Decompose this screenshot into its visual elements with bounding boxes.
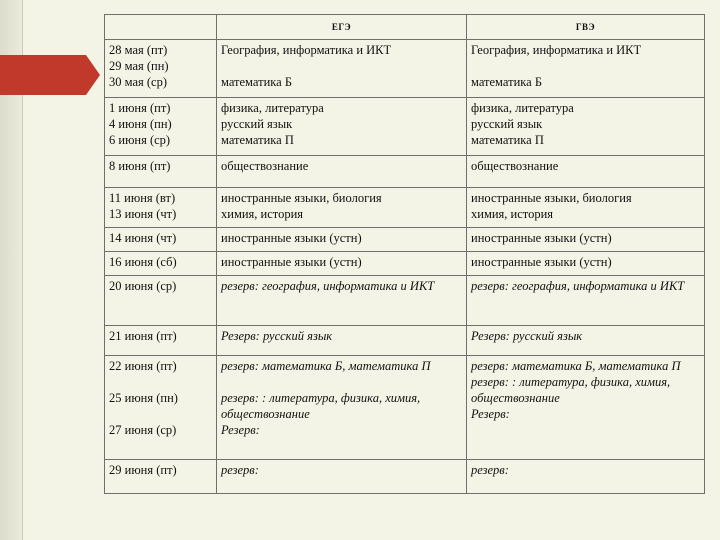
table-row [105, 252, 705, 276]
ege-cell [217, 326, 467, 356]
date-text [109, 406, 212, 422]
subject-text [221, 58, 462, 74]
subject-text: Резерв: [471, 407, 510, 421]
subject-text: резерв: математика Б, математика П [221, 359, 431, 373]
gve-cell [467, 326, 705, 356]
subject-text: резерв: : литература, физика, химия, обществознание [221, 391, 421, 421]
subject-text: физика, литература [221, 101, 324, 115]
subject-text: резерв: : литература, физика, химия, обществознание [471, 375, 671, 405]
ege-cell [217, 356, 467, 460]
date-cell [105, 98, 217, 156]
subject-text: обществознание [471, 159, 559, 173]
subject-text: химия, история [221, 207, 304, 221]
date-text: 21 июня (пт) [109, 329, 177, 343]
subject-text: русский язык [471, 117, 543, 131]
date-text: 22 июня (пт) [109, 359, 177, 373]
date-cell [105, 156, 217, 188]
subject-text: иностранные языки, биология [471, 191, 632, 205]
date-text: 29 мая (пн) [109, 59, 169, 73]
subject-text [221, 374, 462, 390]
exam-schedule-table [104, 14, 705, 494]
table-row [105, 460, 705, 494]
subject-text: физика, литература [471, 101, 574, 115]
date-text: 8 июня (пт) [109, 159, 171, 173]
gve-cell [467, 98, 705, 156]
subject-text: математика П [471, 133, 544, 147]
gve-cell [467, 460, 705, 494]
table-header-row [105, 15, 705, 40]
ege-cell [217, 460, 467, 494]
date-text: 16 июня (сб) [109, 255, 177, 269]
subject-text: математика Б [221, 75, 292, 89]
header-date [105, 15, 217, 40]
date-text: 14 июня (чт) [109, 231, 177, 245]
date-cell [105, 326, 217, 356]
gve-cell [467, 276, 705, 326]
subject-text: обществознание [221, 159, 309, 173]
table-row [105, 98, 705, 156]
subject-text: химия, история [471, 207, 554, 221]
ege-cell [217, 188, 467, 228]
subject-text: Резерв: русский язык [471, 329, 583, 343]
table-row [105, 40, 705, 98]
subject-text: математика Б [471, 75, 542, 89]
subject-text: резерв: [471, 463, 509, 477]
slide-marker-arrow-icon [0, 55, 100, 95]
date-text: 4 июня (пн) [109, 117, 172, 131]
ege-cell [217, 40, 467, 98]
date-text: 13 июня (чт) [109, 207, 177, 221]
subject-text: резерв: [221, 463, 259, 477]
date-text: 29 июня (пт) [109, 463, 177, 477]
subject-text: География, информатика и ИКТ [471, 43, 642, 57]
subject-text: резерв: география, информатика и ИКТ [221, 279, 435, 293]
date-text: 11 июня (вт) [109, 191, 176, 205]
date-text: 30 мая (ср) [109, 75, 167, 89]
date-text: 27 июня (ср) [109, 423, 177, 437]
subject-text: математика П [221, 133, 294, 147]
header-ege: ЕГЭ [217, 15, 467, 40]
table-row [105, 156, 705, 188]
gve-cell [467, 228, 705, 252]
table-row [105, 356, 705, 460]
ege-cell [217, 252, 467, 276]
subject-text: иностранные языки (устн) [471, 231, 612, 245]
date-text: 1 июня (пт) [109, 101, 171, 115]
gve-cell [467, 40, 705, 98]
subject-text: резерв: математика Б, математика П [471, 359, 681, 373]
subject-text: русский язык [221, 117, 293, 131]
gve-cell [467, 188, 705, 228]
gve-cell [467, 356, 705, 460]
date-cell [105, 188, 217, 228]
table-row [105, 188, 705, 228]
date-text: 25 июня (пн) [109, 391, 178, 405]
date-cell [105, 252, 217, 276]
date-cell [105, 40, 217, 98]
subject-text [471, 58, 700, 74]
date-text [109, 374, 212, 390]
subject-text: География, информатика и ИКТ [221, 43, 392, 57]
table-row [105, 276, 705, 326]
date-text: 20 июня (ср) [109, 279, 177, 293]
table-row [105, 228, 705, 252]
subject-text: иностранные языки (устн) [221, 231, 362, 245]
gve-cell [467, 156, 705, 188]
header-gve: ГВЭ [467, 15, 705, 40]
subject-text: резерв: география, информатика и ИКТ [471, 279, 685, 293]
ege-cell [217, 156, 467, 188]
subject-text: Резерв: русский язык [221, 329, 333, 343]
gve-cell [467, 252, 705, 276]
ege-cell [217, 98, 467, 156]
date-cell [105, 460, 217, 494]
date-cell [105, 228, 217, 252]
date-cell [105, 356, 217, 460]
date-cell [105, 276, 217, 326]
ege-cell [217, 228, 467, 252]
date-text: 6 июня (ср) [109, 133, 171, 147]
subject-text: Резерв: [221, 423, 260, 437]
ege-cell [217, 276, 467, 326]
table-row [105, 326, 705, 356]
subject-text: иностранные языки (устн) [221, 255, 362, 269]
subject-text: иностранные языки, биология [221, 191, 382, 205]
subject-text: иностранные языки (устн) [471, 255, 612, 269]
date-text: 28 мая (пт) [109, 43, 168, 57]
